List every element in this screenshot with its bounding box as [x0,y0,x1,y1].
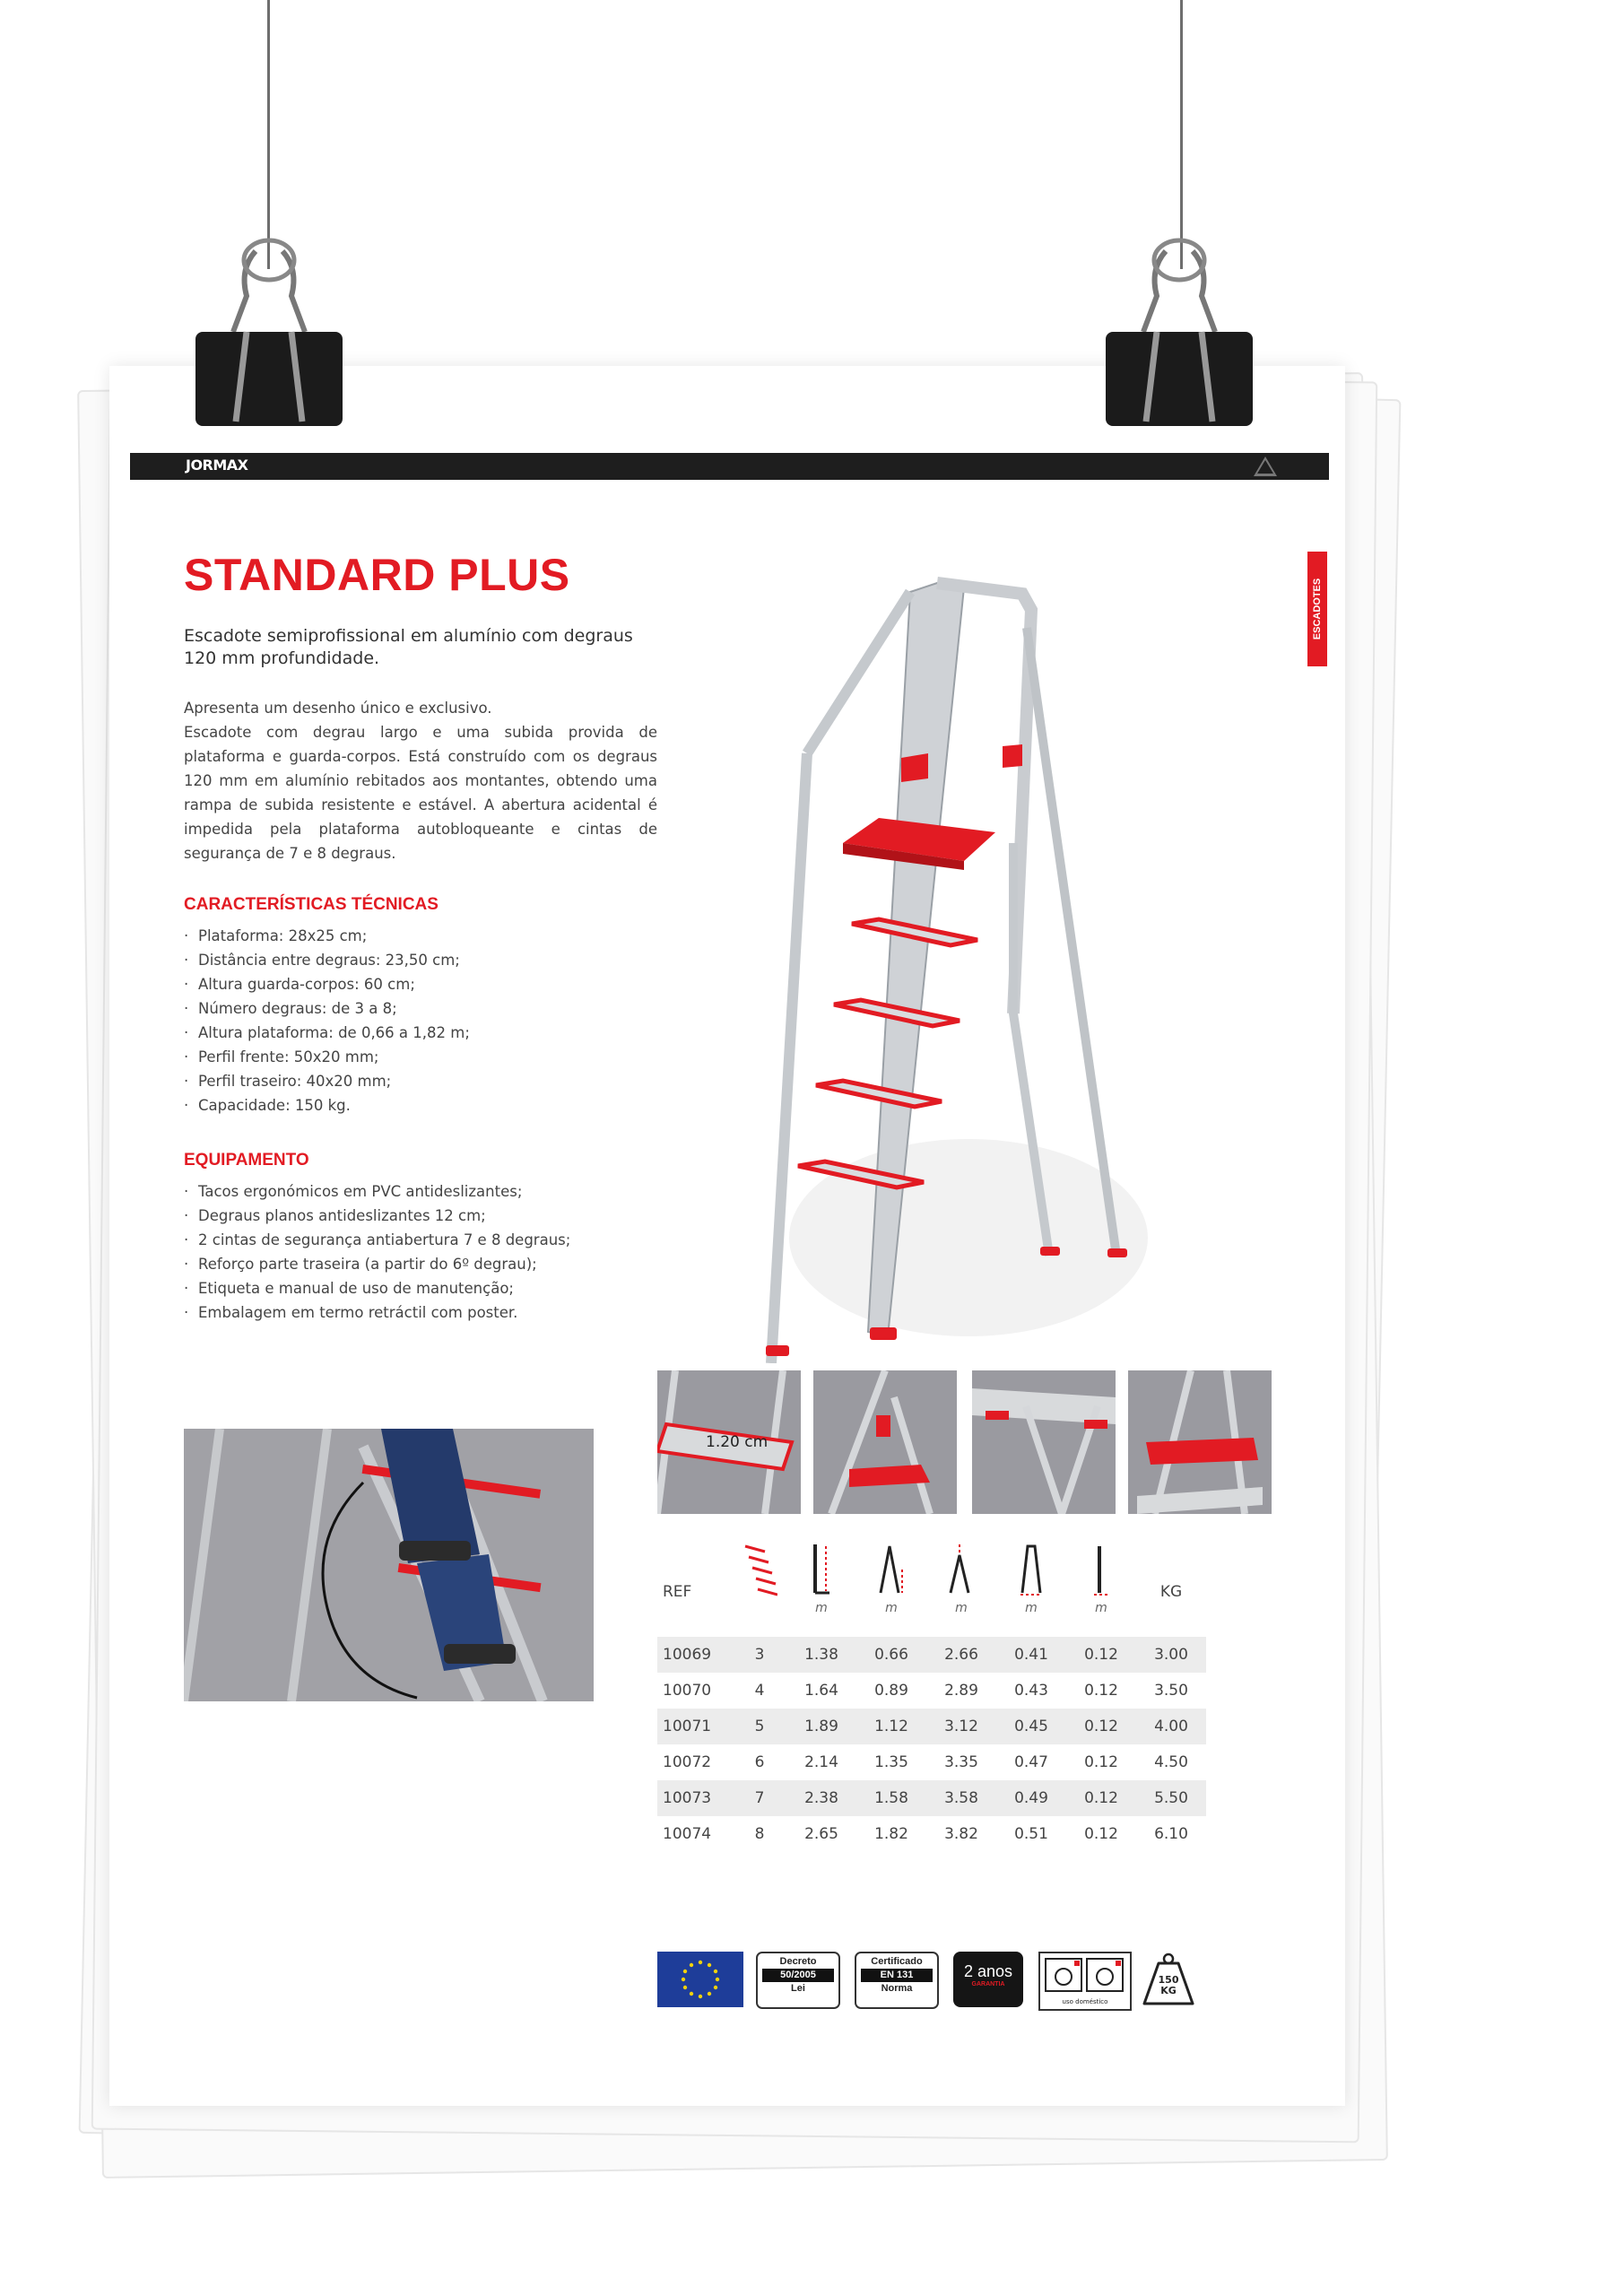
equipment-list [184,1179,570,1325]
table-cell: 0.12 [1066,1637,1136,1673]
list-item: · Distância entre degraus: 23,50 cm; [184,948,470,972]
unit-label: m [1025,1601,1038,1615]
table-cell: 0.41 [996,1637,1066,1673]
table-cell: 10069 [657,1637,733,1673]
table-cell: 0.45 [996,1709,1066,1744]
table-cell: 0.12 [1084,1682,1118,1700]
unit-label: m [1095,1601,1107,1615]
kg-header: KG [1159,1583,1183,1601]
category-tab-label: ESCADOTES [1312,578,1323,640]
table-cell: 1.82 [874,1825,908,1843]
table-row [657,1673,1206,1709]
list-item: · Embalagem em termo retráctil com poster. [184,1300,570,1325]
table-cell: 6.10 [1154,1825,1188,1843]
table-cell: 0.43 [1014,1682,1048,1700]
table-cell: 5.50 [1136,1780,1206,1816]
depth-icon [1066,1543,1136,1601]
table-cell: 6 [754,1753,765,1771]
table-cell: 0.47 [1014,1753,1048,1771]
category-tab [1307,552,1327,666]
table-cell: 3.58 [926,1780,996,1816]
header-bar [130,453,1329,480]
table-cell: 3.82 [944,1825,978,1843]
table-cell: 5 [733,1709,786,1744]
hanging-string-right [1180,0,1183,269]
list-item: · Etiqueta e manual de uso de manutenção; [184,1276,570,1300]
specs-heading: CARACTERÍSTICAS TÉCNICAS [184,895,439,914]
spec-table [657,1543,1206,1852]
table-row [657,1744,1206,1780]
brand-logo: JORMAX [186,457,248,474]
equipment-heading: EQUIPAMENTO [184,1151,309,1170]
step-depth-label: 1.20 cm [706,1433,769,1451]
table-cell: 0.89 [874,1682,908,1700]
table-row [657,1637,1206,1673]
warranty-badge [953,1952,1023,2007]
table-cell: 10070 [663,1682,712,1700]
list-item: · Perfil frente: 50x20 mm; [184,1045,470,1069]
table-cell: 0.51 [1014,1825,1048,1843]
binder-clip-left-icon [193,233,345,430]
table-cell: 1.35 [874,1753,908,1771]
table-cell: 2.38 [786,1780,856,1816]
table-cell: 10072 [663,1753,712,1771]
detail-thumb-3 [972,1370,1116,1514]
list-item: · Plataforma: 28x25 cm; [184,924,470,948]
usage-photo [184,1429,594,1701]
warning-icon [1254,457,1277,476]
warranty-years: 2 anos [963,1962,1013,1980]
certificado-line-3: Norma [881,1983,913,1994]
table-cell: 10073 [657,1780,733,1816]
table-cell: 2.65 [804,1825,838,1843]
hanging-string-left [267,0,270,269]
base-width-icon [996,1543,1066,1601]
table-cell: 0.66 [856,1637,926,1673]
list-item: · Tacos ergonómicos em PVC antideslizantes; [184,1179,570,1204]
list-item: · Capacidade: 150 kg. [184,1093,470,1118]
table-cell: 3.12 [926,1709,996,1744]
table-row [657,1816,1206,1852]
table-cell: 0.12 [1066,1709,1136,1744]
table-cell: 1.64 [804,1682,838,1700]
product-subtitle: Escadote semiprofissional em alumínio com degraus 120 mm profundidade. [184,626,633,668]
detail-thumb-4 [1128,1370,1272,1514]
ladder-product-image [753,574,1148,1363]
table-cell: 3.00 [1136,1637,1206,1673]
certificado-line-2: EN 131 [861,1969,933,1982]
steps-icon [733,1543,786,1601]
table-cell: 10074 [663,1825,712,1843]
domestic-use-label: uso doméstico [1062,1998,1108,2005]
description-paragraph: Escadote com degrau largo e uma subida provida de plataforma e guarda-corpos. Está construído com os degraus 120 mm em alumínio rebitados aos montantes, obtendo uma rampa de subida resistente e estável. A abertura acidental é impedida pela plataforma autobloqueante e cintas de segurança de 7 e 8 degraus. [184,724,657,862]
product-description [184,696,657,865]
table-cell: 2.89 [944,1682,978,1700]
eu-flag-icon [657,1952,743,2007]
capacity-value: 150 [1158,1974,1179,1986]
table-cell: 4 [754,1682,765,1700]
list-item: · Degraus planos antideslizantes 12 cm; [184,1204,570,1228]
ref-header: REF [663,1583,692,1601]
domestic-use-badge [1038,1952,1132,2011]
table-cell: 3.50 [1154,1682,1188,1700]
table-row [657,1780,1206,1816]
table-cell: 4.00 [1136,1709,1206,1744]
table-cell: 1.12 [856,1709,926,1744]
domestic-use-icon [1040,1953,1130,1995]
certificado-badge [855,1952,939,2009]
binder-clip-right-icon [1103,233,1255,430]
list-item: · Reforço parte traseira (a partir do 6º degrau); [184,1252,570,1276]
capacity-unit: KG [1160,1985,1177,1996]
list-item: · 2 cintas de segurança antiabertura 7 e 8 degraus; [184,1228,570,1252]
table-cell: 0.12 [1084,1753,1118,1771]
table-cell: 3 [733,1637,786,1673]
detail-thumb-2 [813,1370,957,1514]
unit-label: m [815,1601,828,1615]
table-cell: 10071 [657,1709,733,1744]
list-item: · Número degraus: de 3 a 8; [184,996,470,1021]
list-item: · Altura guarda-corpos: 60 cm; [184,972,470,996]
table-cell: 0.12 [1084,1825,1118,1843]
table-cell: 3.35 [944,1753,978,1771]
specs-list [184,924,470,1118]
description-line-1: Apresenta um desenho único e exclusivo. [184,700,492,717]
ladder-height-icon [786,1543,856,1601]
list-item: · Altura plataforma: de 0,66 a 1,82 m; [184,1021,470,1045]
table-header-row [657,1543,1206,1601]
table-cell: 8 [754,1825,765,1843]
units-row [657,1601,1206,1637]
capacity-badge [1141,1952,1196,2007]
detail-thumb-1 [657,1370,801,1514]
table-cell: 2.66 [926,1637,996,1673]
product-title: STANDARD PLUS [184,550,570,600]
table-row [657,1709,1206,1744]
table-cell: 0.49 [996,1780,1066,1816]
table-cell: 4.50 [1154,1753,1188,1771]
table-cell: 0.12 [1066,1780,1136,1816]
table-cell: 1.58 [856,1780,926,1816]
decreto-line-2: 50/2005 [762,1969,834,1982]
decreto-line-3: Lei [791,1983,805,1994]
list-item: · Perfil traseiro: 40x20 mm; [184,1069,470,1093]
table-cell: 2.14 [804,1753,838,1771]
certificado-line-1: Certificado [871,1956,923,1967]
table-cell: 1.38 [786,1637,856,1673]
unit-label: m [955,1601,968,1615]
table-cell: 7 [733,1780,786,1816]
table-cell: 1.89 [786,1709,856,1744]
working-height-icon [926,1543,996,1601]
warranty-label: GARANTIA [971,1981,1005,1987]
decreto-line-1: Decreto [779,1956,817,1967]
decreto-badge [756,1952,840,2009]
platform-height-icon [856,1543,926,1601]
unit-label: m [885,1601,898,1615]
